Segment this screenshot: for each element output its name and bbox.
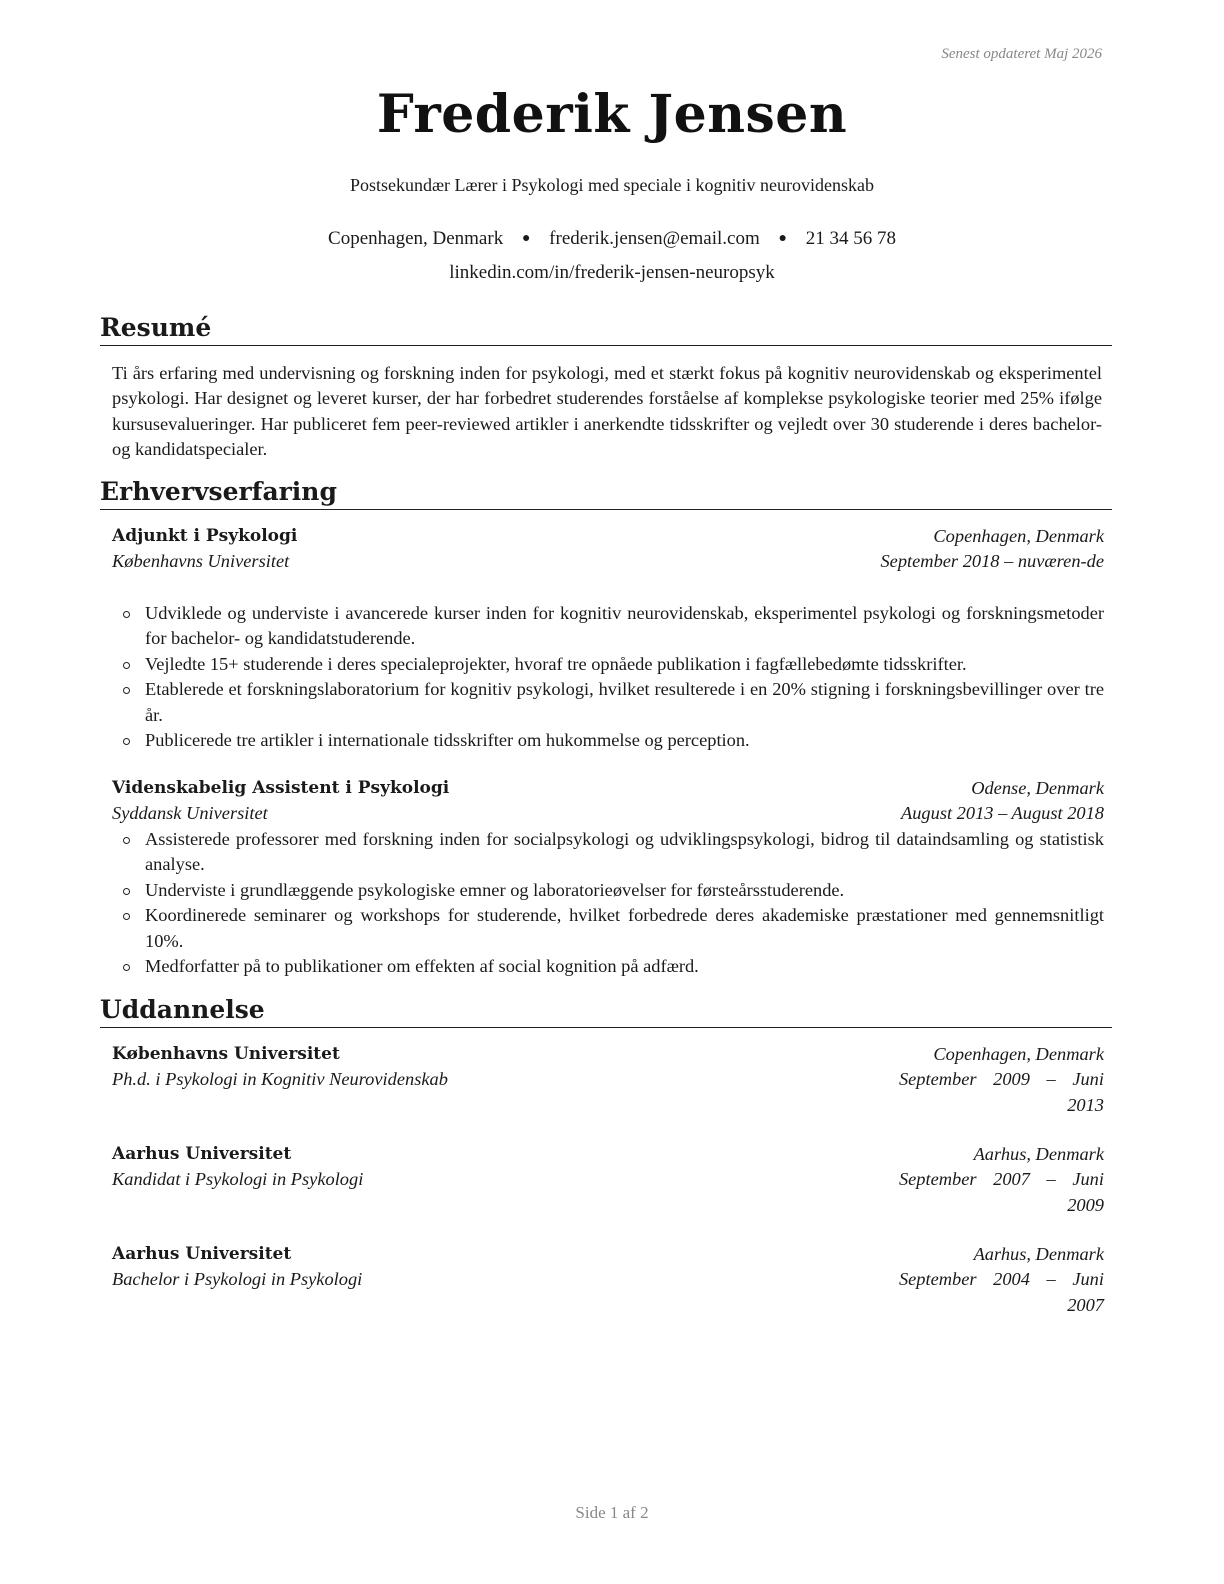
- circle-bullet-icon: [123, 837, 130, 844]
- education-dates: September 2009 – Juni: [898, 1069, 1104, 1090]
- job-title: Videnskabelig Assistent i Psykologi: [112, 778, 450, 798]
- school-name: Københavns Universitet: [112, 1044, 340, 1064]
- circle-bullet-icon: [123, 738, 130, 745]
- contact-email[interactable]: frederik.jensen@email.com: [549, 228, 760, 249]
- job-title: Adjunkt i Psykologi: [112, 526, 298, 546]
- last-updated: Senest opdateret Maj 2026: [941, 46, 1102, 62]
- circle-bullet-icon: [123, 964, 130, 971]
- list-item: Udviklede og underviste i avancerede kurser inden for kognitiv neurovidenskab, eksperimentel psykologi og forskningsmetoder for bachelor- og kandidatstuderende.: [112, 601, 1104, 652]
- job-location: Copenhagen, Denmark: [933, 526, 1104, 546]
- education-entry: [112, 1042, 1104, 1115]
- summary-text: Ti års erfaring med undervisning og forskning inden for psykologi, med et stærkt fokus på kognitiv neurovidenskab og eksperimentel psykologi. Har designet og leveret kurser, der har forbedret studerendes forståelse af komplekse psykologiske teorier med 25% ifølge kursusevalueringer. Har publiceret fem peer-reviewed artikler i anerkendte tidsskrifter og vejledt over 30 studerende i deres bachelor- og kandidatspecialer.: [112, 363, 1102, 460]
- section-title-experience: Erhvervserfaring: [100, 476, 1112, 510]
- job-bullets: [112, 601, 1104, 753]
- bullet-separator-icon: ●: [778, 231, 787, 246]
- degree-name: Ph.d. i Psykologi in Kognitiv Neurovidenskab: [112, 1069, 448, 1090]
- list-item: Etablerede et forskningslaboratorium for kognitiv psykologi, hvilket resulterede i en 20% stigning i forskningsbevillinger over tre år.: [112, 677, 1104, 728]
- contact-phone[interactable]: 21 34 56 78: [805, 228, 896, 249]
- education-dates-end: 2007: [1067, 1294, 1104, 1315]
- school-location: Aarhus, Denmark: [973, 1144, 1104, 1164]
- circle-bullet-icon: [123, 888, 130, 895]
- education-dates: September 2004 – Juni: [898, 1269, 1104, 1290]
- education-entry: [112, 1142, 1104, 1215]
- page-number: Side 1 af 2: [575, 1503, 649, 1522]
- job-bullets: [112, 827, 1104, 979]
- job-header: [112, 776, 1104, 827]
- school-name: Aarhus Universitet: [112, 1244, 292, 1264]
- list-item: Assisterede professorer med forskning inden for socialpsykologi og udviklingspsykologi, bidrog til dataindsamling og statistisk analyse.: [112, 827, 1104, 878]
- list-item: Medforfatter på to publikationer om effekten af social kognition på adfærd.: [112, 954, 1104, 979]
- job-header: [112, 524, 1104, 575]
- job-location: Odense, Denmark: [971, 778, 1104, 798]
- section-title-summary: Resumé: [100, 312, 1112, 346]
- circle-bullet-icon: [123, 662, 130, 669]
- list-item: Publicerede tre artikler i internationale tidsskrifter om hukommelse og perception.: [112, 728, 1104, 753]
- education-entry: [112, 1242, 1104, 1315]
- education-dates: September 2007 – Juni: [898, 1169, 1104, 1190]
- job-dates: August 2013 – August 2018: [901, 803, 1104, 824]
- circle-bullet-icon: [123, 913, 130, 920]
- school-name: Aarhus Universitet: [112, 1144, 292, 1164]
- degree-name: Bachelor i Psykologi in Psykologi: [112, 1269, 363, 1290]
- education-dates-end: 2009: [1067, 1194, 1104, 1215]
- job-org: Københavns Universitet: [112, 551, 290, 572]
- school-location: Aarhus, Denmark: [973, 1244, 1104, 1264]
- job-dates: September 2018 – nuværen-de: [880, 551, 1104, 572]
- list-item: Koordinerede seminarer og workshops for studerende, hvilket forbedrede deres akademiske præstationer med gennemsnitligt 10%.: [112, 903, 1104, 954]
- contact-location: Copenhagen, Denmark: [328, 228, 504, 249]
- bullet-separator-icon: ●: [521, 231, 531, 246]
- section-title-education: Uddannelse: [100, 994, 1112, 1028]
- list-item: Underviste i grundlæggende psykologiske emner og laboratorieøvelser for førsteårsstuderende.: [112, 878, 1104, 903]
- school-location: Copenhagen, Denmark: [933, 1044, 1104, 1064]
- degree-name: Kandidat i Psykologi in Psykologi: [112, 1169, 364, 1190]
- job-org: Syddansk Universitet: [112, 803, 268, 824]
- education-dates-end: 2013: [1067, 1094, 1104, 1115]
- contact-line: [0, 228, 1224, 250]
- list-item: Vejledte 15+ studerende i deres specialeprojekter, hvoraf tre opnåede publikation i fagfællebedømte tidsskrifter.: [112, 652, 1104, 677]
- tagline: Postsekundær Lærer i Psykologi med speciale i kognitiv neurovidenskab: [350, 175, 874, 195]
- contact-linkedin[interactable]: linkedin.com/in/frederik-jensen-neuropsyk: [449, 262, 775, 283]
- circle-bullet-icon: [123, 611, 130, 618]
- circle-bullet-icon: [123, 687, 130, 694]
- full-name: Frederik Jensen: [376, 84, 848, 145]
